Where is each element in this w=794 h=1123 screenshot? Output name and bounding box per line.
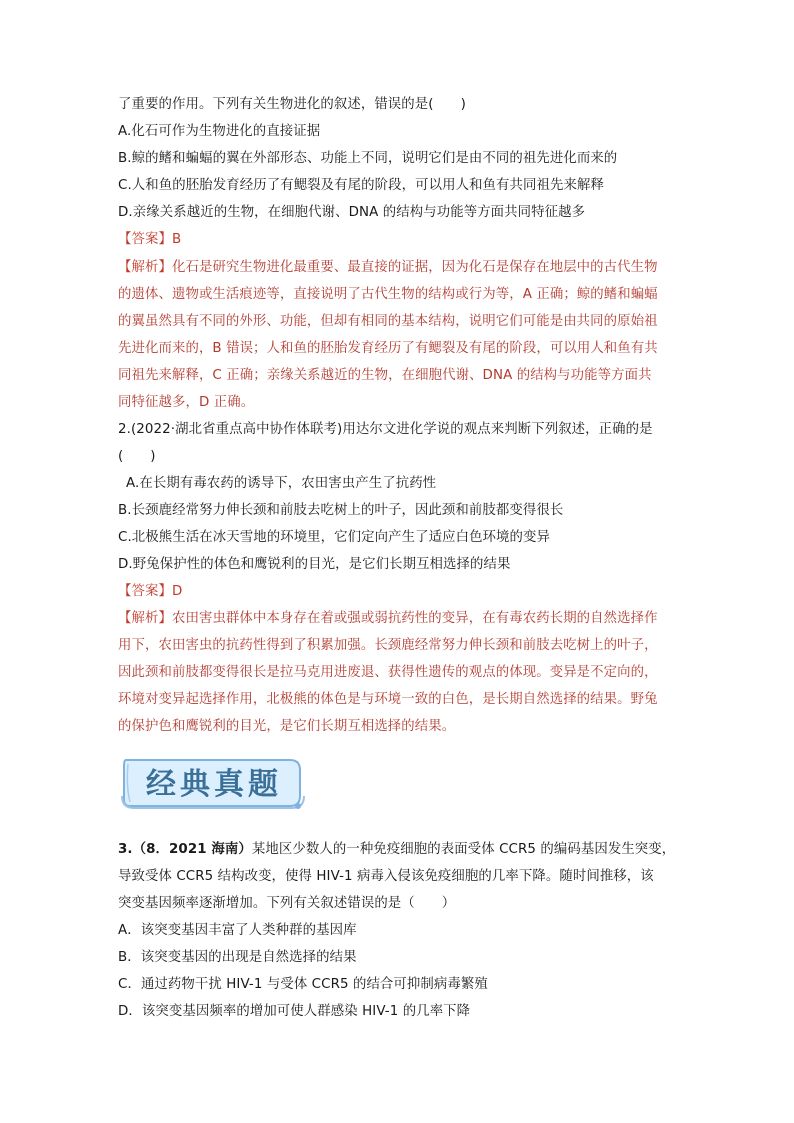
answer-value: B	[171, 232, 182, 247]
q1-analysis-line-2: 的遗体、遗物或生活痕迹等，直接说明了古代生物的结构或行为等，A 正确；鲸的鳍和蝙蝠	[118, 287, 658, 302]
q2-option-b: B.长颈鹿经常努力伸长颈和前肢去吃树上的叶子，因此颈和前肢都变得很长	[118, 503, 564, 518]
q1-stem-tail: 了重要的作用。下列有关生物进化的叙述，错误的是( )	[118, 97, 466, 112]
q1-option-d: D.亲缘关系越近的生物，在细胞代谢、DNA 的结构与功能等方面共同特征越多	[118, 205, 586, 220]
q2-option-c: C.北极熊生活在冰天雪地的环境里，它们定向产生了适应白色环境的变异	[118, 530, 551, 545]
q1-analysis-line-5: 同祖先来解释，C 正确；亲缘关系越近的生物，在细胞代谢、DNA 的结构与功能等方面共	[118, 368, 652, 383]
q1-answer	[118, 230, 181, 250]
q2-analysis-line-3: 因此颈和前肢都变得很长是拉马克用进废退、获得性遗传的观点的体现。变异是不定向的，	[118, 665, 658, 680]
q1-analysis-line-3: 的翼虽然具有不同的外形、功能，但却有相同的基本结构，说明它们可能是由共同的原始祖	[118, 314, 658, 329]
answer-tag: 【答案】	[118, 584, 172, 599]
q1-analysis-line-4: 先进化而来的，B 错误；人和鱼的胚胎发育经历了有鳃裂及有尾的阶段，可以用人和鱼有共	[118, 341, 658, 356]
q3-stem-line-1: 3.（8．2021 海南）某地区少数人的一种免疫细胞的表面受体 CCR5 的编码基因发生突变，	[118, 842, 676, 857]
q3-stem-line-3: 突变基因频率逐渐增加。下列有关叙述错误的是（ ）	[118, 896, 456, 911]
q3-option-c: C．通过药物干扰 HIV-1 与受体 CCR5 的结合可抑制病毒繁殖	[118, 977, 488, 992]
answer-value: D	[171, 584, 183, 599]
q2-stem-line-2: ( )	[118, 449, 156, 464]
q2-option-a: A.在长期有毒农药的诱导下，农田害虫产生了抗药性	[126, 476, 437, 491]
q1-option-a: A.化石可作为生物进化的直接证据	[118, 124, 321, 139]
q2-analysis-line-4: 环境对变异起选择作用，北极熊的体色是与环境一致的白色，是长期自然选择的结果。野兔	[118, 692, 658, 707]
q3-option-b: B．该突变基因的出现是自然选择的结果	[118, 950, 357, 965]
q1-option-b: B.鲸的鳍和蝙蝠的翼在外部形态、功能上不同，说明它们是由不同的祖先进化而来的	[118, 151, 618, 166]
answer-tag: 【答案】	[118, 232, 172, 247]
q1-analysis-line-6: 同特征越多，D 正确。	[118, 395, 255, 410]
analysis-tag: 【解析】	[118, 260, 172, 275]
q3-option-d: D．该突变基因频率的增加可使人群感染 HIV-1 的几率下降	[118, 1004, 471, 1019]
q2-analysis-line-2: 用下，农田害虫的抗药性得到了积累加强。长颈鹿经常努力伸长颈和前肢去吃树上的叶子，	[118, 638, 658, 653]
q2-analysis-line-1: 【解析】农田害虫群体中本身存在着或强或弱抗药性的变异，在有毒农药长期的自然选择作	[118, 611, 658, 626]
q2-analysis-line-5: 的保护色和鹰锐利的目光，是它们长期互相选择的结果。	[118, 719, 456, 734]
q3-number: 3.（8．2021 海南）	[118, 842, 252, 857]
section-banner-title: 经典真题	[146, 767, 282, 802]
q3-stem-line-2: 导致受体 CCR5 结构改变，使得 HIV-1 病毒入侵该免疫细胞的几率下降。随时间推移，该	[118, 869, 654, 884]
q2-answer	[118, 582, 182, 602]
q1-option-c: C.人和鱼的胚胎发育经历了有鳃裂及有尾的阶段，可以用人和鱼有共同祖先来解释	[118, 178, 604, 193]
q3-option-a: A．该突变基因丰富了人类种群的基因库	[118, 923, 357, 938]
q1-analysis-line-1: 【解析】化石是研究生物进化最重要、最直接的证据，因为化石是保存在地层中的古代生物	[118, 260, 658, 275]
q2-option-d: D.野兔保护性的体色和鹰锐利的目光，是它们长期互相选择的结果	[118, 557, 511, 572]
q2-stem-line-1: 2.(2022·湖北省重点高中协作体联考)用达尔文进化学说的观点来判断下列叙述，正确的是	[118, 422, 653, 437]
analysis-tag: 【解析】	[118, 611, 172, 626]
